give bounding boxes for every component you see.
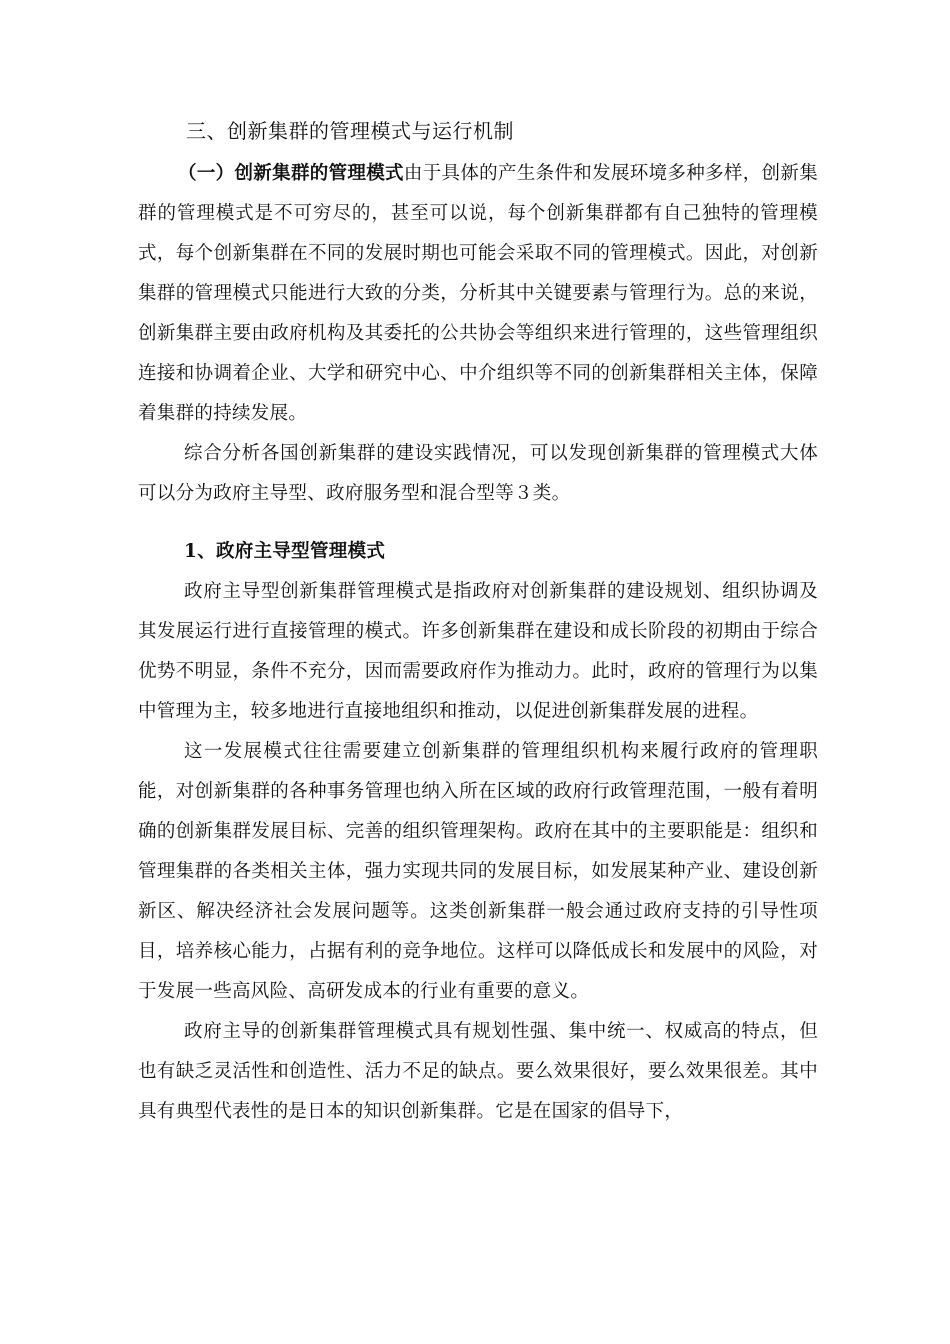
paragraph-government-led-features: 政府主导的创新集群管理模式具有规划性强、集中统一、权威高的特点，但也有缺乏灵活性和创造性、活力不足的缺点。要么效果很好，要么效果很差。其中具有典型代表性的是日本的知识创新集群。它是在国家的倡导下， (138, 1021, 818, 1122)
paragraph-classification: 综合分析各国创新集群的建设实践情况，可以发现创新集群的管理模式大体可以分为政府主导型、政府服务型和混合型等３类。 (138, 443, 818, 504)
document-body (138, 114, 818, 1132)
paragraph-management-modes (138, 154, 818, 434)
heading-government-led: 1、政府主导型管理模式 (184, 541, 386, 562)
paragraph-government-led-functions: 这一发展模式往往需要建立创新集群的管理组织机构来履行政府的管理职能，对创新集群的各种事务管理也纳入所在区域的政府行政管理范围，一般有着明确的创新集群发展目标、完善的组织管理架构。政府在其中的主要职能是：组织和管理集群的各类相关主体，强力实现共同的发展目标，如发展某种产业、建设创新新区、解决经济社会发展问题等。这类创新集群一般会通过政府支持的引导性项目，培养核心能力，占据有利的竞争地位。这样可以降低成长和发展中的风险，对于发展一些高风险、高研发成本的行业有重要的意义。 (138, 741, 818, 1002)
paragraph-management-modes-text: 由于具体的产生条件和发展环境多种多样，创新集群的管理模式是不可穷尽的，甚至可以说，每个创新集群都有自己独特的管理模式，每个创新集群在不同的发展时期也可能会采取不同的管理模式。因此，对创新集群的管理模式只能进行大致的分类，分析其中关键要素与管理行为。总的来说，创新集群主要由政府机构及其委托的公共协会等组织来进行管理的，这些管理组织连接和协调着企业、大学和研究中心、中介组织等不同的创新集群相关主体，保障着集群的持续发展。 (138, 163, 818, 424)
subsection-label: （一）创新集群的管理模式 (178, 163, 404, 184)
section-title: 三、创新集群的管理模式与运行机制 (186, 119, 514, 143)
paragraph-government-led-definition: 政府主导型创新集群管理模式是指政府对创新集群的建设规划、组织协调及其发展运行进行直接管理的模式。许多创新集群在建设和成长阶段的初期由于综合优势不明显，条件不充分，因而需要政府作为推动力。此时，政府的管理行为以集中管理为主，较多地进行直接地组织和推动，以促进创新集群发展的进程。 (138, 581, 818, 722)
